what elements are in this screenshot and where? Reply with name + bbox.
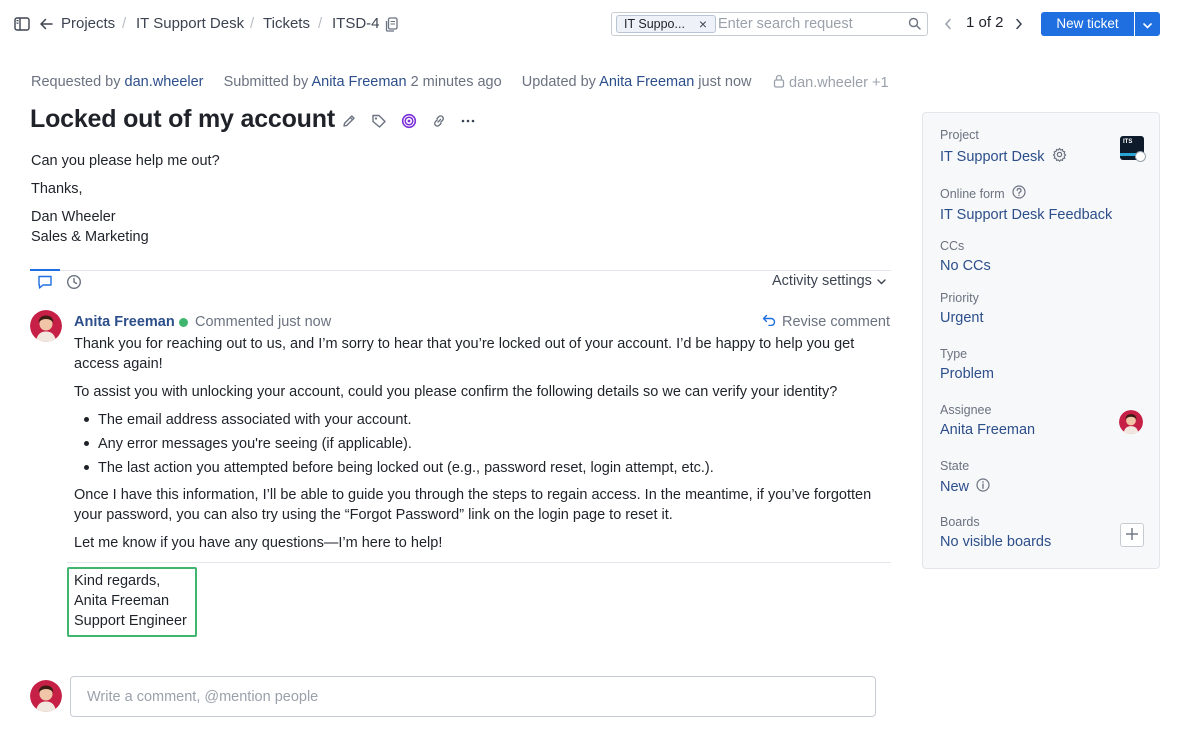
breadcrumb-projects[interactable]: Projects bbox=[61, 15, 116, 32]
ticket-title: Locked out of my account bbox=[30, 105, 335, 133]
bullet-dot bbox=[84, 417, 89, 422]
ticket-body-line: Dan Wheeler bbox=[31, 209, 116, 225]
activity-divider bbox=[30, 270, 891, 271]
gear-icon[interactable] bbox=[1052, 147, 1067, 166]
breadcrumb-project[interactable]: IT Support Desk bbox=[136, 15, 245, 32]
breadcrumb-tickets[interactable]: Tickets bbox=[263, 15, 310, 32]
online-form-label-row bbox=[940, 185, 1026, 202]
details-panel bbox=[922, 112, 1160, 569]
breadcrumb-separator: / bbox=[318, 15, 323, 32]
priority-label: Priority bbox=[940, 291, 979, 305]
type-label: Type bbox=[940, 347, 968, 361]
activity-settings-label: Activity settings bbox=[772, 273, 872, 289]
add-board-button[interactable] bbox=[1120, 523, 1144, 547]
list-item: Any error messages you're seeing (if applicable). bbox=[98, 436, 412, 452]
comments-tab[interactable] bbox=[37, 274, 53, 293]
comment-author[interactable]: Anita Freeman bbox=[74, 314, 175, 330]
state-label: State bbox=[940, 459, 970, 473]
priority-value[interactable]: Urgent bbox=[940, 310, 984, 326]
project-value[interactable]: IT Support Desk bbox=[940, 148, 1045, 165]
bullet-dot bbox=[84, 465, 89, 470]
project-avatar-text: ITS bbox=[1123, 139, 1133, 145]
ccs-value[interactable]: No CCs bbox=[940, 258, 991, 274]
signature-line: Anita Freeman bbox=[74, 593, 170, 609]
back-arrow-icon[interactable] bbox=[36, 14, 56, 34]
ticket-body-line: Can you please help me out? bbox=[31, 153, 220, 169]
undo-arrow-icon bbox=[762, 314, 776, 330]
ticket-body-line: Sales & Marketing bbox=[31, 229, 149, 245]
comment-text-line: Let me know if you have any questions—I’m here to help! bbox=[74, 535, 443, 551]
chevron-left-icon[interactable] bbox=[944, 17, 952, 33]
active-tab-indicator bbox=[30, 269, 60, 271]
comment-text-line: Once I have this information, I’ll be able to guide you through the steps to regain access. In the meantime, if you’ve forgotten bbox=[74, 487, 872, 503]
boards-value: No visible boards bbox=[940, 534, 1052, 550]
updater-link[interactable]: Anita Freeman bbox=[599, 74, 695, 90]
submitted-time: 2 minutes ago bbox=[410, 74, 502, 90]
copy-icon[interactable] bbox=[381, 14, 401, 34]
breadcrumb-ticket-id[interactable]: ITSD-4 bbox=[332, 15, 380, 32]
signature-line: Kind regards, bbox=[74, 573, 161, 589]
comment-text-line: Thank you for reaching out to us, and I’m sorry to hear that you’re locked out of your account. I’d be happy to help you get bbox=[74, 336, 855, 352]
tag-icon[interactable] bbox=[370, 112, 388, 130]
requested-by-label: Requested by bbox=[31, 74, 121, 90]
breadcrumb-separator: / bbox=[122, 15, 127, 32]
submitted-by-label: Submitted by bbox=[223, 74, 309, 90]
search-filter-chip-label: IT Suppo... bbox=[624, 17, 685, 31]
signature-line: Support Engineer bbox=[74, 613, 187, 629]
comment-text-line: To assist you with unlocking your account, could you please confirm the following details so we can verify your identity? bbox=[74, 384, 838, 400]
revise-comment-label: Revise comment bbox=[782, 314, 890, 330]
edit-icon[interactable] bbox=[340, 112, 358, 130]
activity-settings-button[interactable] bbox=[772, 273, 886, 289]
lock-icon bbox=[773, 74, 785, 92]
online-form-label: Online form bbox=[940, 186, 1005, 201]
state-field[interactable] bbox=[940, 478, 990, 496]
search-filter-chip[interactable] bbox=[616, 15, 716, 33]
gear-badge-icon bbox=[1135, 151, 1146, 162]
avatar bbox=[30, 680, 62, 712]
updated-time: just now bbox=[698, 74, 752, 90]
state-value[interactable]: New bbox=[940, 479, 970, 495]
clock-icon bbox=[66, 274, 82, 290]
list-item: The email address associated with your account. bbox=[98, 412, 412, 428]
revise-comment-button[interactable] bbox=[762, 314, 890, 330]
chevron-right-icon[interactable] bbox=[1015, 17, 1023, 33]
chevron-down-icon bbox=[1143, 16, 1152, 32]
history-tab[interactable] bbox=[66, 274, 82, 293]
list-item: The last action you attempted before being locked out (e.g., password reset, login attempt, etc.). bbox=[98, 460, 714, 476]
comment-text-line: access again! bbox=[74, 356, 163, 372]
comment-status: Commented just now bbox=[195, 314, 332, 330]
search-input[interactable] bbox=[718, 15, 902, 33]
top-bar bbox=[0, 0, 1200, 48]
comment-text-line: your password, you can also try using the “Forgot Password” link on the login page to reset it. bbox=[74, 507, 673, 523]
online-status-dot bbox=[179, 318, 188, 327]
online-form-value[interactable]: IT Support Desk Feedback bbox=[940, 207, 1113, 223]
bullet-dot bbox=[84, 441, 89, 446]
new-ticket-menu-button[interactable] bbox=[1135, 12, 1160, 36]
project-label: Project bbox=[940, 128, 979, 142]
boards-label: Boards bbox=[940, 515, 980, 529]
requester-link[interactable]: dan.wheeler bbox=[124, 74, 204, 90]
close-icon[interactable]: × bbox=[698, 16, 708, 32]
help-icon[interactable] bbox=[1012, 185, 1026, 202]
watchers[interactable] bbox=[773, 74, 889, 92]
sidebar-toggle-icon[interactable] bbox=[12, 14, 32, 34]
signature-divider bbox=[67, 562, 891, 563]
search-box[interactable] bbox=[611, 12, 928, 36]
new-ticket-button[interactable]: New ticket bbox=[1041, 12, 1134, 36]
project-field[interactable] bbox=[940, 147, 1067, 166]
more-icon[interactable] bbox=[459, 112, 477, 130]
ccs-label: CCs bbox=[940, 239, 965, 253]
search-icon[interactable] bbox=[908, 17, 921, 33]
avatar[interactable] bbox=[1119, 410, 1143, 434]
submitter-link[interactable]: Anita Freeman bbox=[311, 74, 407, 90]
pager-count: 1 of 2 bbox=[966, 14, 1004, 31]
comment-input[interactable] bbox=[70, 676, 876, 717]
type-value[interactable]: Problem bbox=[940, 366, 994, 382]
plus-icon bbox=[1125, 527, 1139, 544]
breadcrumb-separator: / bbox=[250, 15, 255, 32]
ticket-body-line: Thanks, bbox=[31, 181, 83, 197]
ai-swirl-icon[interactable] bbox=[400, 112, 418, 130]
project-avatar bbox=[1120, 136, 1144, 160]
ticket-meta bbox=[31, 74, 752, 90]
chevron-down-icon bbox=[877, 273, 886, 289]
assignee-value[interactable]: Anita Freeman bbox=[940, 422, 1036, 438]
avatar[interactable] bbox=[30, 310, 62, 342]
watchers-text: dan.wheeler +1 bbox=[789, 75, 889, 91]
comment-icon bbox=[37, 274, 53, 290]
info-icon[interactable] bbox=[976, 478, 990, 496]
updated-by-label: Updated by bbox=[521, 74, 596, 90]
assignee-label: Assignee bbox=[940, 403, 992, 417]
link-icon[interactable] bbox=[430, 112, 448, 130]
